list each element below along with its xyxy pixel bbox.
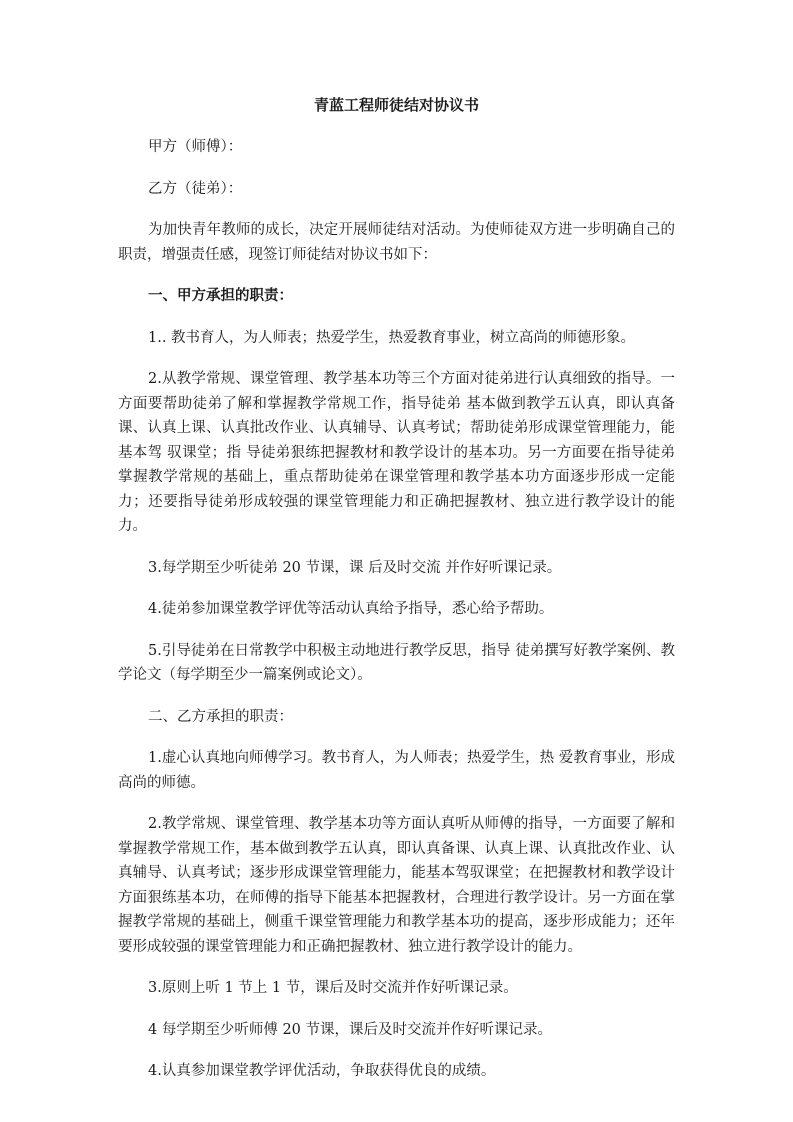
party-b-line: 乙方（徒弟）： (148, 180, 243, 197)
section-b-item-2: 2.教学常规、课堂管理、教学基本功等方面认真听从师傅的指导，一方面要了解和掌握教学常规工作，基本做到教学五认真，即认真备课、认真上课、认真批改作业、认真辅导、认真考试；逐步形成课堂管理能力，能基本驾驭课堂；在把握教材和教学设计方面狠练基本功，在师傅的指导下能基本把握教材，合理进行教学设计。另一方面在掌握教学常规的基础上，侧重千课堂管理能力和教学基本功的提高，逐步形成能力；还年要形成较强的课堂管理能力和正确把握教材、独立进行教学设计的能力。 (118, 816, 675, 955)
section-b-item-3: 3.原则上听 1 节上 1 节，课后及时交流并作好听课记录。 (148, 980, 518, 996)
intro-paragraph: 为加快青年教师的成长，决定开展师徒结对活动。为使师徒双方进一步明确自己的职责，增强责任感，现签订师徒结对协议书如下： (118, 222, 675, 263)
section-a-item-3: 3.每学期至少听徒弟 20 节课，课 后及时交流 并作好听课记录。 (148, 559, 562, 576)
section-a-item-4: 4.徒弟参加课堂教学评优等活动认真给予指导，悉心给予帮助。 (148, 601, 554, 617)
section-b-heading: 二、乙方承担的职责： (148, 708, 293, 725)
document-title: 青蓝工程师徒结对协议书 (313, 96, 479, 114)
section-a-item-1: 1.. 教书育人，为人师表；热爱学生，热爱教育事业，树立高尚的师德形象。 (148, 329, 636, 346)
section-a-heading: 一、甲方承担的职责： (148, 287, 293, 304)
party-a-line: 甲方（师傅）： (148, 139, 243, 155)
section-b-item-1: 1.虚心认真地向师傅学习。教书育人，为人师表；热爱学生，热 爱教育事业，形成高尚的师德。 (118, 750, 675, 791)
section-b-item-4: 4 每学期至少听师傅 20 节课，课后及时交流并作好听课记录。 (148, 1021, 553, 1038)
section-b-item-5: 4.认真参加课堂教学评优活动，争取获得优良的成绩。 (148, 1063, 496, 1079)
section-a-item-2: 2.从教学常规、课堂管理、教学基本功等三个方面对徒弟进行认真细致的指导。一方面要帮助徒弟了解和掌握教学常规工作，指导徒弟 基本做到教学五认真，即认真备课、认真上课、认真批改作业、认真辅导、认真考试；帮助徒弟形成课堂管理能力，能基本驾 驭课堂；指 导徒弟狠练把握教材和教学设计的基本功。另一方面要在指导徒弟掌握教学常规的基础上，重点帮助徒弟在课堂管理和教学基本功方面逐步形成一定能力；还要指导徒弟形成较强的课堂管理能力和正确把握教材、独立进行教学设计的能力。 (118, 371, 675, 534)
section-a-item-5: 5.引导徒弟在日常教学中积极主动地进行教学反思，指导 徒弟撰写好教学案例、教学论文（每学期至少一篇案例或论文）。 (118, 642, 675, 683)
